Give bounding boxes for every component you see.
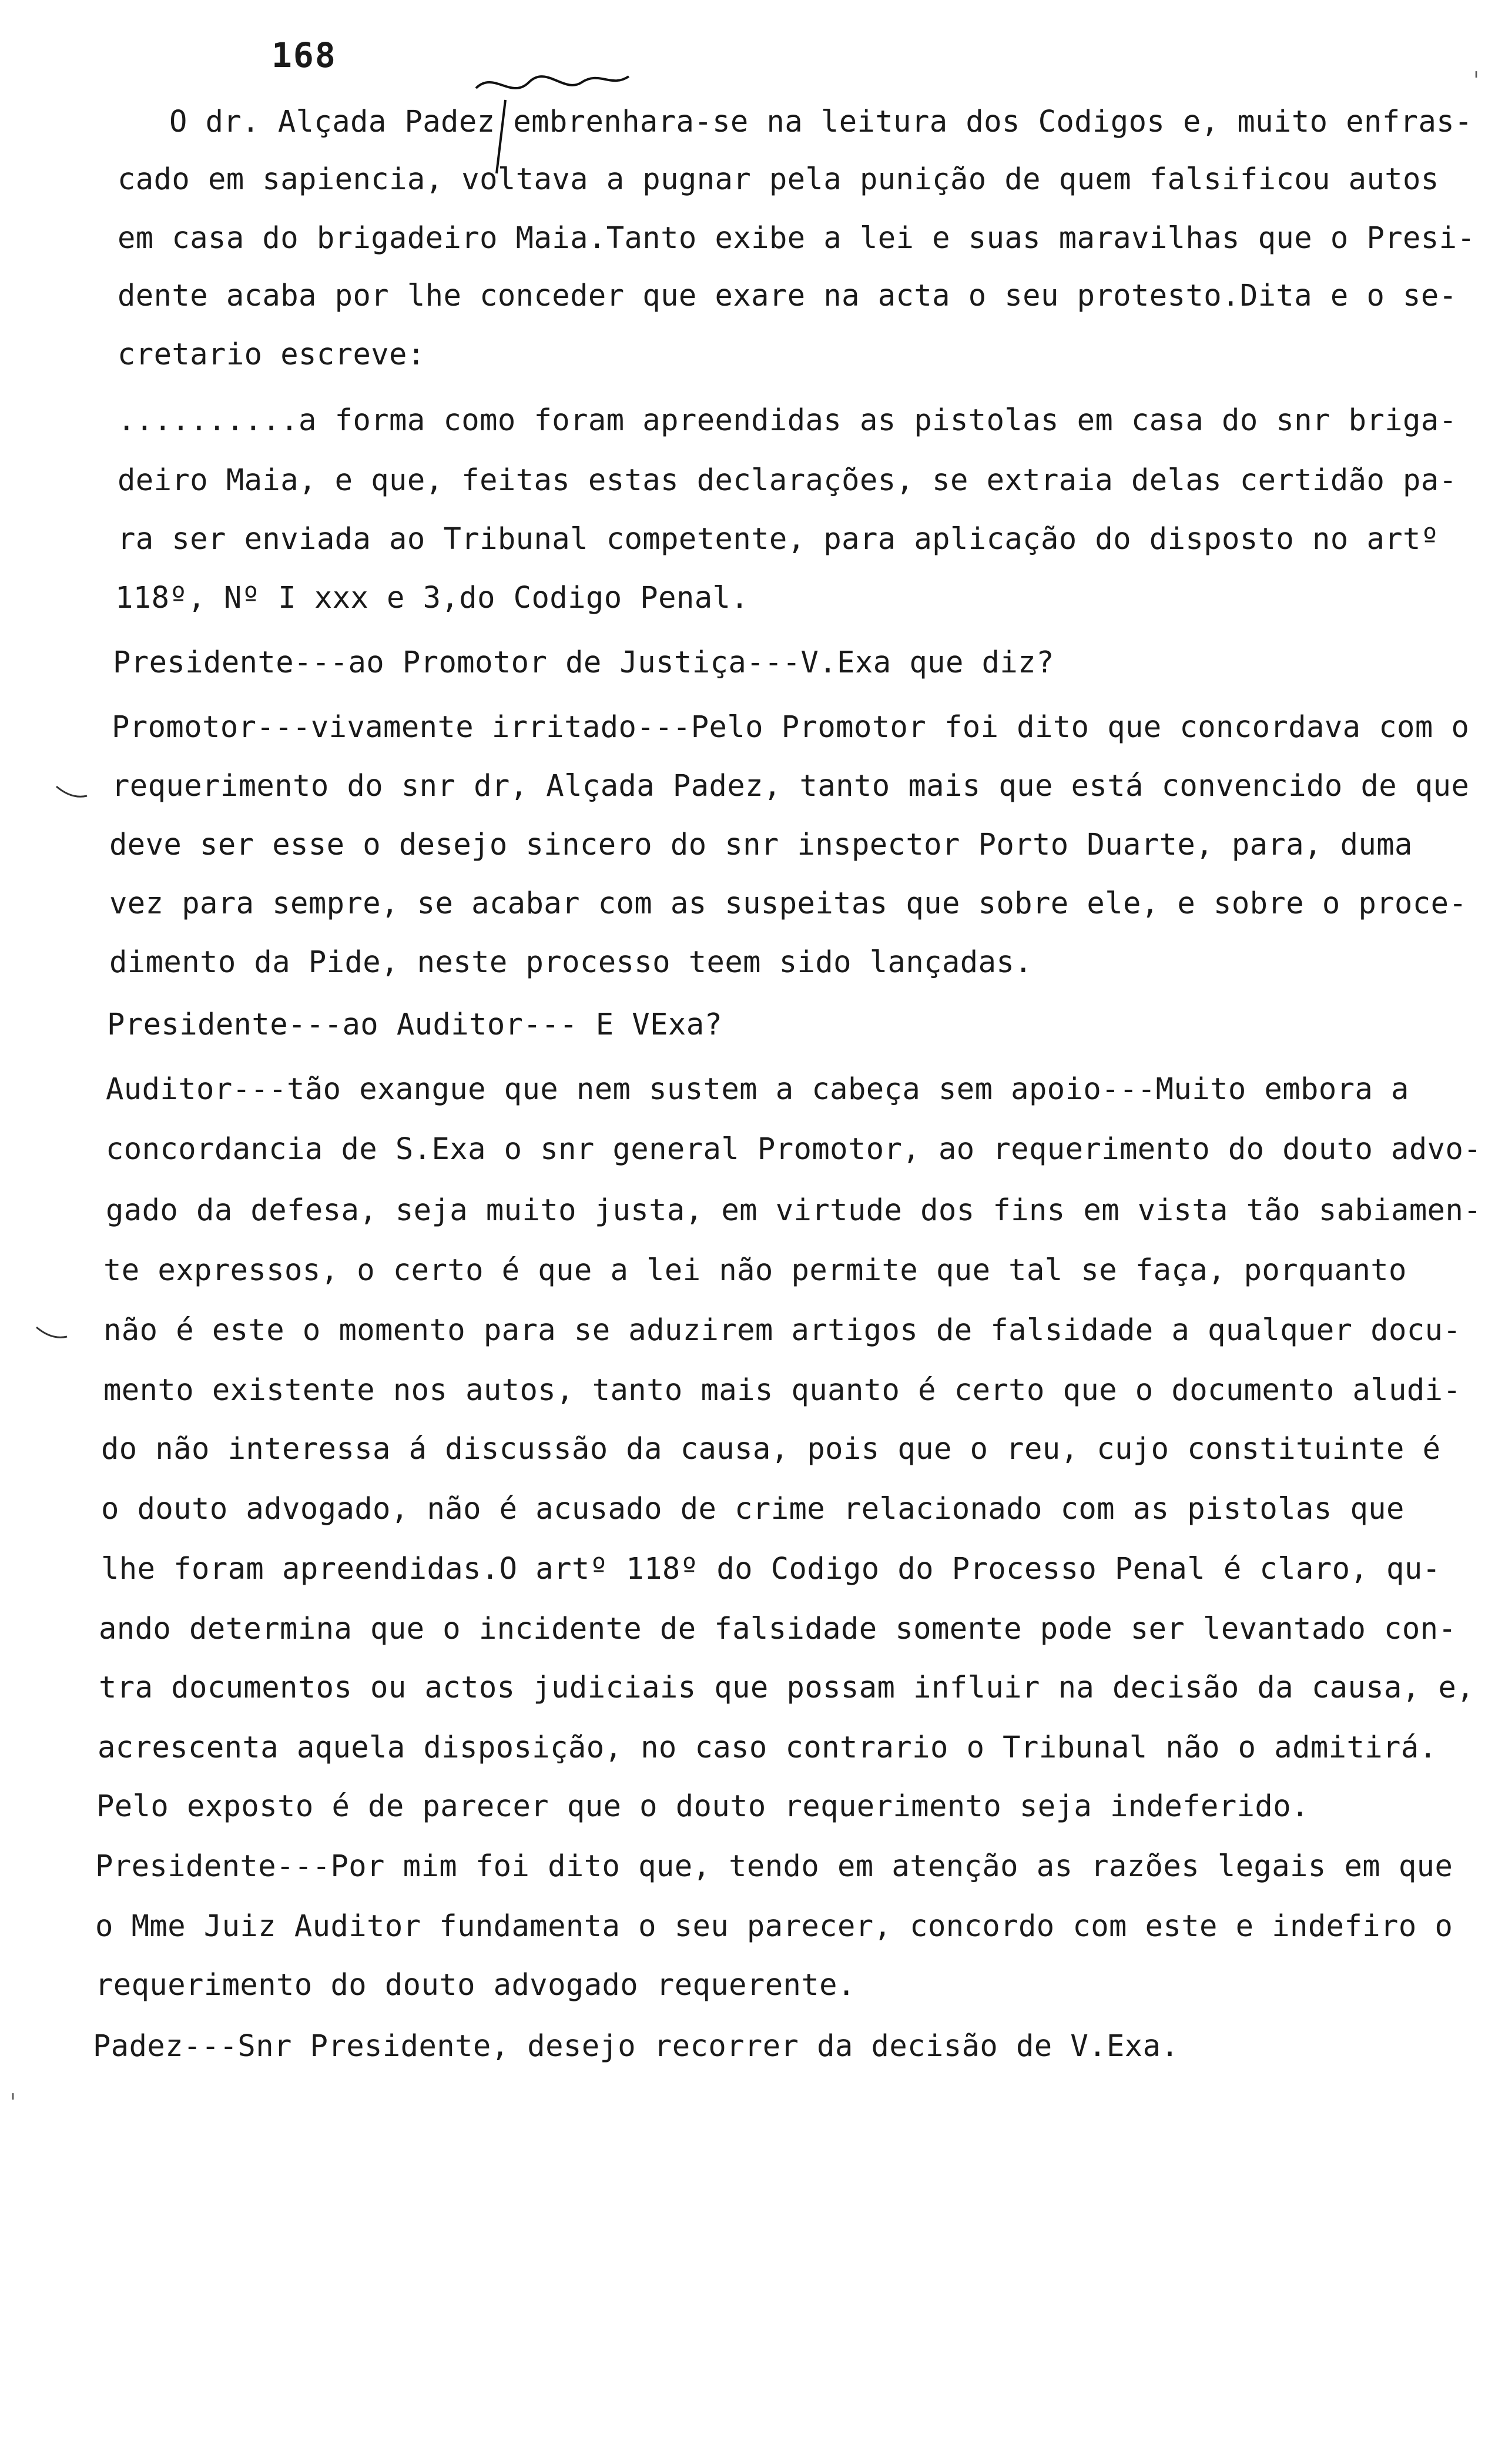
page-number: 168 (271, 35, 337, 75)
text-line: lhe foram apreendidas.O artº 118º do Codigo do Processo Penal é claro, qu- (101, 1551, 1441, 1586)
text-line: Presidente---ao Auditor--- E VExa? (107, 1007, 723, 1042)
text-line: O dr. Alçada Padez embrenhara-se na leitura dos Codigos e, muito enfras- (169, 104, 1473, 139)
text-line: o Mme Juiz Auditor fundamenta o seu parecer, concordo com este e indefiro o (95, 1909, 1453, 1943)
text-line: te expressos, o certo é que a lei não permite que tal se faça, porquanto (103, 1253, 1407, 1287)
margin-bracket-mark (34, 1324, 69, 1341)
text-line: não é este o momento para se aduzirem artigos de falsidade a qualquer docu- (103, 1313, 1462, 1347)
text-line: vez para sempre, se acabar com as suspeitas que sobre ele, e sobre o proce- (109, 886, 1467, 920)
text-line: requerimento do snr dr, Alçada Padez, tanto mais que está convencido de que (112, 768, 1470, 803)
text-line: deve ser esse o desejo sincero do snr inspector Porto Duarte, para, duma (109, 827, 1413, 862)
text-line: Padez---Snr Presidente, desejo recorrer da decisão de V.Exa. (93, 2028, 1179, 2063)
text-line: do não interessa á discussão da causa, pois que o reu, cujo constituinte é (101, 1431, 1441, 1466)
margin-bracket-mark (54, 783, 89, 801)
text-line: Presidente---Por mim foi dito que, tendo em atenção as razões legais em que (95, 1849, 1453, 1883)
text-line: Presidente---ao Promotor de Justiça---V.Exa que diz? (113, 645, 1054, 679)
text-line: deiro Maia, e que, feitas estas declarações, se extraia delas certidão pa- (118, 463, 1457, 497)
text-line: mento existente nos autos, tanto mais quanto é certo que o documento aludi- (103, 1372, 1462, 1407)
edge-mark: ˌ (6, 2075, 21, 2102)
text-line: Pelo exposto é de parecer que o douto requerimento seja indeferido. (96, 1789, 1309, 1823)
text-line: o douto advogado, não é acusado de crime relacionado com as pistolas que (101, 1491, 1405, 1526)
edge-mark: ˌ (1469, 53, 1484, 80)
text-line: ..........a forma como foram apreendidas as pistolas em casa do snr briga- (118, 403, 1457, 437)
text-line: ra ser enviada ao Tribunal competente, para aplicação do disposto no artº (118, 521, 1439, 556)
text-line: dimento da Pide, neste processo teem sido lançadas. (109, 945, 1033, 979)
text-line: cretario escreve: (118, 337, 425, 371)
text-line: Auditor---tão exangue que nem sustem a cabeça sem apoio---Muito embora a (106, 1072, 1409, 1106)
text-line: gado da defesa, seja muito justa, em virtude dos fins em vista tão sabiamen- (106, 1193, 1482, 1227)
text-line: ando determina que o incidente de falsidade somente pode ser levantado con- (99, 1611, 1457, 1646)
text-line: Promotor---vivamente irritado---Pelo Promotor foi dito que concordava com o (112, 709, 1470, 744)
text-line: tra documentos ou actos judiciais que possam influir na decisão da causa, e, (99, 1670, 1475, 1705)
text-line: em casa do brigadeiro Maia.Tanto exibe a lei e suas maravilhas que o Presi- (118, 220, 1476, 255)
text-line: acrescenta aquela disposição, no caso contrario o Tribunal não o admitirá. (98, 1730, 1437, 1765)
text-line: cado em sapiencia, voltava a pugnar pela punição de quem falsificou autos (118, 162, 1439, 196)
text-line: 118º, Nº I xxx e 3,do Codigo Penal. (115, 580, 749, 615)
text-line: requerimento do douto advogado requerente. (95, 1967, 856, 2002)
text-line: dente acaba por lhe conceder que exare na acta o seu protesto.Dita e o se- (118, 278, 1457, 313)
text-line: concordancia de S.Exa o snr general Promotor, ao requerimento do douto advo- (106, 1131, 1482, 1166)
